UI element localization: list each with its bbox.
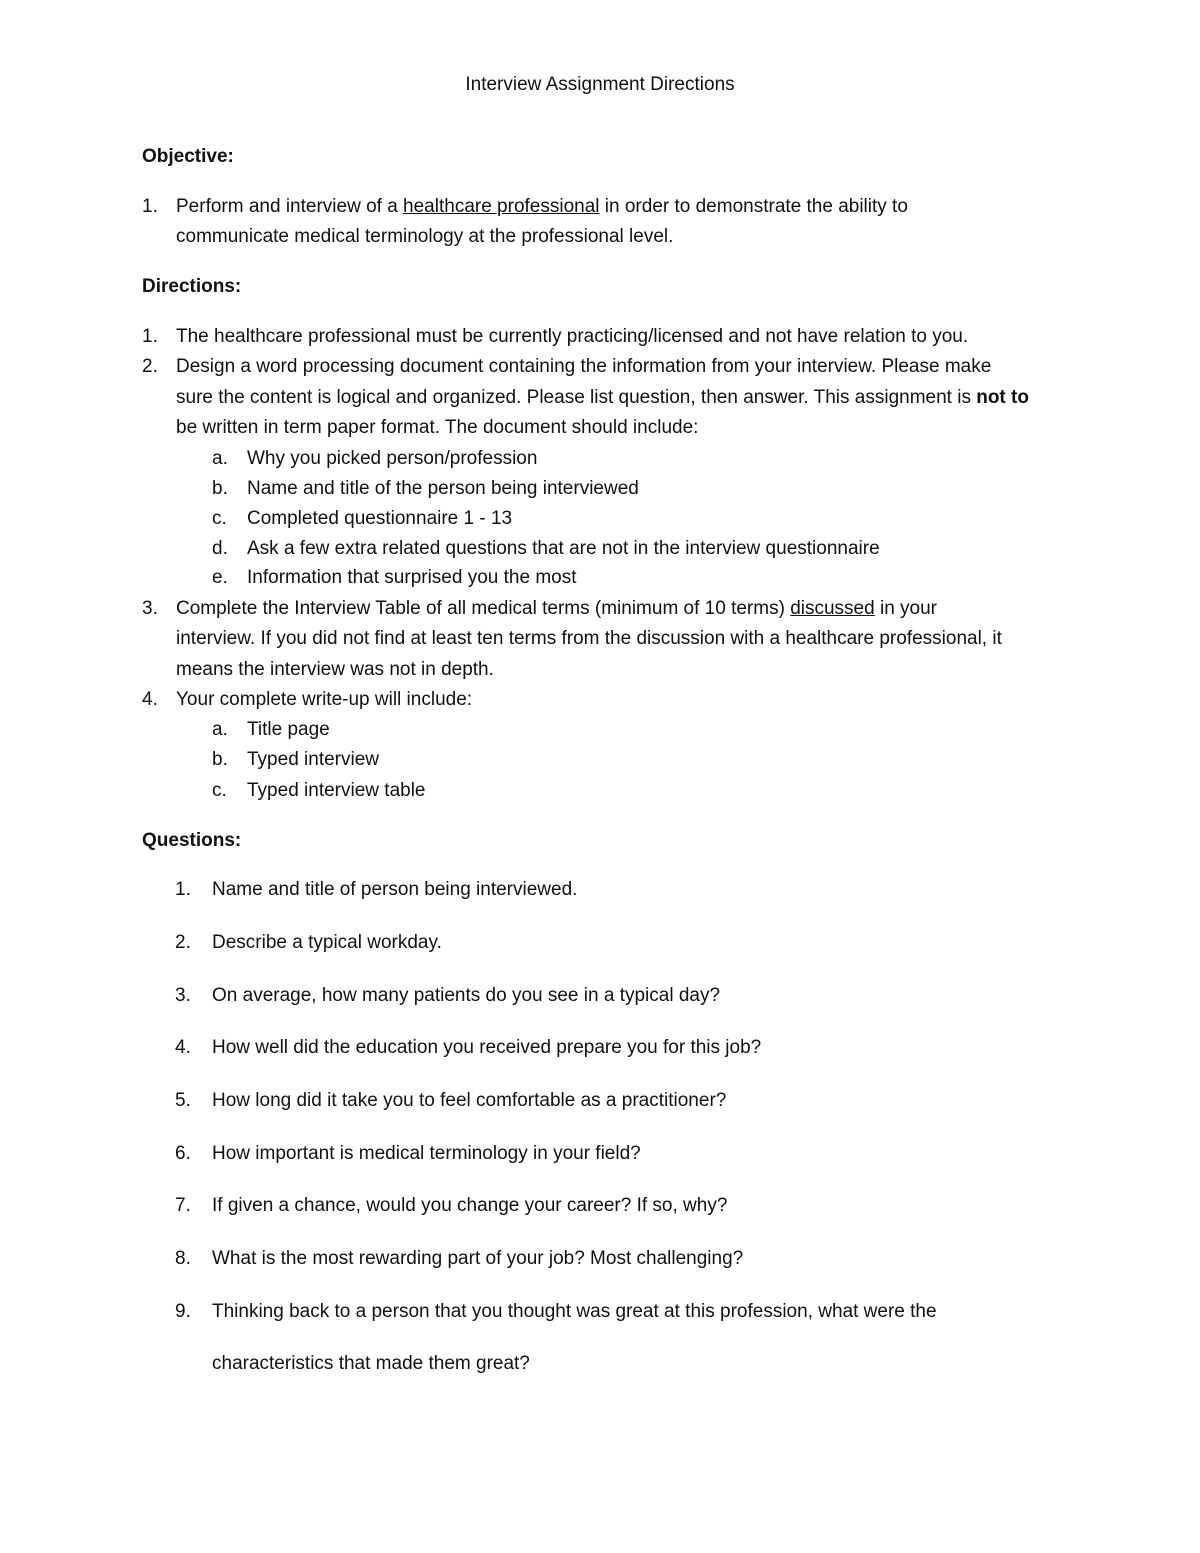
question-number: 2. <box>175 932 191 953</box>
questions-heading: Questions: <box>142 830 242 851</box>
question-text: Thinking back to a person that you thought was great at this profession, what were the <box>212 1301 937 1322</box>
question-number: 4. <box>175 1037 191 1058</box>
directions-item3-line1: Complete the Interview Table of all medical terms (minimum of 10 terms) discussed in your <box>176 598 938 619</box>
sub-item-text: Typed interview table <box>247 780 426 801</box>
question-text: How well did the education you received prepare you for this job? <box>212 1037 762 1058</box>
objective-item-line2: communicate medical terminology at the professional level. <box>176 226 674 247</box>
objective-item-number: 1. <box>142 196 158 217</box>
discussed-underline: discussed <box>790 598 875 619</box>
question-number: 1. <box>175 879 191 900</box>
sub-item-text: Typed interview <box>247 749 380 770</box>
sub-item-text: Information that surprised you the most <box>247 567 577 588</box>
objective-item-line1: Perform and interview of a healthcare professional in order to demonstrate the ability to <box>176 196 908 217</box>
directions-item-number: 1. <box>142 326 158 347</box>
sub-item-letter: b. <box>212 478 228 499</box>
directions-item3-line2: interview. If you did not find at least ten terms from the discussion with a healthcare professional, it <box>176 628 1002 649</box>
question-text: What is the most rewarding part of your job? Most challenging? <box>212 1248 744 1269</box>
directions-item-number: 4. <box>142 689 158 710</box>
question-text: Name and title of person being interviewed. <box>212 879 578 900</box>
directions-item2-line2: sure the content is logical and organized. Please list question, then answer. This assignment is not to <box>176 387 1029 408</box>
question-number: 7. <box>175 1195 191 1216</box>
sub-item-letter: a. <box>212 719 228 740</box>
directions-item4-text: Your complete write-up will include: <box>176 689 473 710</box>
healthcare-professional-underline: healthcare professional <box>403 196 600 217</box>
question-text: How important is medical terminology in your field? <box>212 1143 641 1164</box>
question-text: On average, how many patients do you see in a typical day? <box>212 985 721 1006</box>
sub-item-text: Name and title of the person being interviewed <box>247 478 639 499</box>
not-to-bold: not to <box>976 387 1029 408</box>
question-text: How long did it take you to feel comfortable as a practitioner? <box>212 1090 727 1111</box>
directions-item-number: 2. <box>142 356 158 377</box>
question-number: 9. <box>175 1301 191 1322</box>
sub-item-text: Why you picked person/profession <box>247 448 538 469</box>
question-text: Describe a typical workday. <box>212 932 442 953</box>
question-number: 5. <box>175 1090 191 1111</box>
sub-item-letter: c. <box>212 508 227 529</box>
sub-item-letter: a. <box>212 448 228 469</box>
sub-item-letter: d. <box>212 538 228 559</box>
document-title: Interview Assignment Directions <box>465 74 735 95</box>
directions-item3-line3: means the interview was not in depth. <box>176 659 494 680</box>
sub-item-text: Completed questionnaire 1 - 13 <box>247 508 513 529</box>
objective-heading: Objective: <box>142 146 234 167</box>
question-number: 3. <box>175 985 191 1006</box>
sub-item-text: Title page <box>247 719 330 740</box>
directions-item2-line3: be written in term paper format. The document should include: <box>176 417 699 438</box>
sub-item-letter: c. <box>212 780 227 801</box>
sub-item-letter: e. <box>212 567 228 588</box>
question-text: If given a chance, would you change your career? If so, why? <box>212 1195 728 1216</box>
sub-item-text: Ask a few extra related questions that are not in the interview questionnaire <box>247 538 880 559</box>
sub-item-letter: b. <box>212 749 228 770</box>
directions-item2-line1: Design a word processing document containing the information from your interview. Please make <box>176 356 992 377</box>
directions-item1-text: The healthcare professional must be currently practicing/licensed and not have relation to you. <box>176 326 969 347</box>
question-number: 8. <box>175 1248 191 1269</box>
directions-item-number: 3. <box>142 598 158 619</box>
directions-heading: Directions: <box>142 276 242 297</box>
question-text-continued: characteristics that made them great? <box>212 1353 530 1374</box>
question-number: 6. <box>175 1143 191 1164</box>
